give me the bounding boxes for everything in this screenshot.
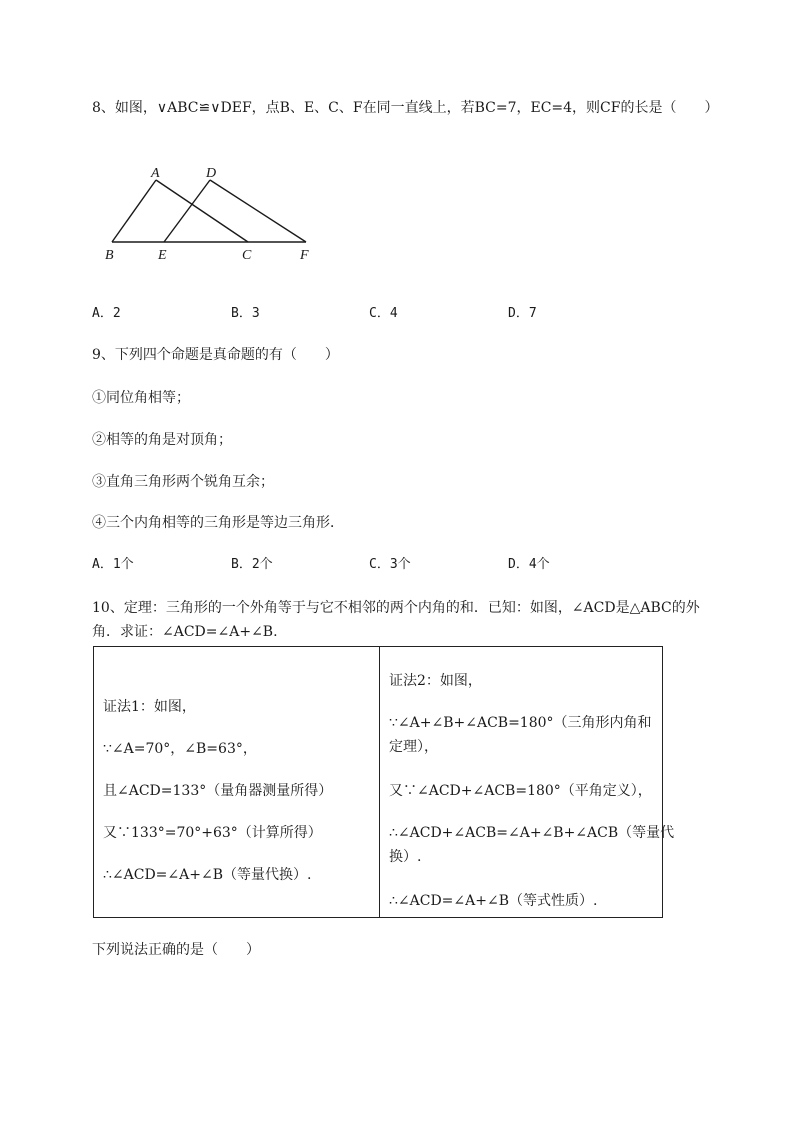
q8-option-b[interactable]: B．3 [231, 306, 260, 321]
label-B: B [105, 248, 114, 263]
q8-option-c[interactable]: C．4 [369, 306, 398, 321]
proof1-line-2: ∵∠A=70°，∠B=63°， [103, 741, 257, 757]
q8-option-a[interactable]: A．2 [92, 306, 121, 321]
q9-item-3: ③直角三角形两个锐角互余； [92, 474, 274, 490]
q8-option-d[interactable]: D．7 [508, 306, 537, 321]
label-A: A [151, 166, 160, 181]
proof2-line-3: 定理）， [389, 739, 438, 755]
proof2-line-1: 证法2：如图， [389, 673, 482, 689]
q10-stem-line1: 10、定理：三角形的一个外角等于与它不相邻的两个内角的和．已知：如图，∠ACD是△ABC的外 [92, 600, 700, 616]
q9-option-a[interactable]: A．1个 [92, 557, 134, 572]
proof2-line-6: 换）. [389, 849, 422, 865]
label-D: D [206, 166, 217, 181]
label-F: F [300, 248, 309, 263]
proof2-line-7: ∴∠ACD=∠A+∠B（等式性质）. [389, 893, 598, 909]
proof1-line-1: 证法1：如图， [103, 699, 196, 715]
segment-AB [112, 180, 156, 242]
q9-item-2: ②相等的角是对顶角； [92, 432, 232, 448]
proof1-line-5: ∴∠ACD=∠A+∠B（等量代换）. [103, 867, 312, 883]
q9-item-1: ①同位角相等； [92, 390, 190, 406]
q9-item-4: ④三个内角相等的三角形是等边三角形． [92, 515, 344, 531]
proof2-line-5: ∴∠ACD+∠ACB=∠A+∠B+∠ACB（等量代 [389, 825, 675, 841]
q9-option-c[interactable]: C．3个 [369, 557, 411, 572]
label-E: E [158, 248, 167, 263]
segment-AC [156, 180, 248, 242]
q8-stem: 8、如图，∨ABC≌∨DEF，点B、E、C、F在同一直线上，若BC=7，EC=4，则CF的长是（ ） [92, 100, 719, 116]
proof1-line-4: 又∵133°=70°+63°（计算所得） [103, 825, 322, 841]
q9-option-d[interactable]: D．4个 [508, 557, 550, 572]
proof2-line-2: ∵∠A+∠B+∠ACB=180°（三角形内角和 [389, 715, 652, 731]
proof-2-cell [380, 647, 675, 917]
proof1-line-3: 且∠ACD=133°（量角器测量所得） [103, 783, 333, 799]
triangle-figure [98, 160, 328, 270]
q10-stem-line2: 角．求证：∠ACD=∠A+∠B. [92, 624, 278, 640]
segment-DF [210, 180, 306, 242]
q9-stem: 9、下列四个命题是真命题的有（ ） [92, 347, 339, 363]
proof-1-cell [94, 647, 380, 917]
label-C: C [242, 248, 252, 263]
q9-option-b[interactable]: B．2个 [231, 557, 273, 572]
q10-question: 下列说法正确的是（ ） [92, 942, 260, 958]
proof2-line-4: 又∵∠ACD+∠ACB=180°（平角定义）， [389, 783, 652, 799]
proof-table [93, 646, 675, 918]
